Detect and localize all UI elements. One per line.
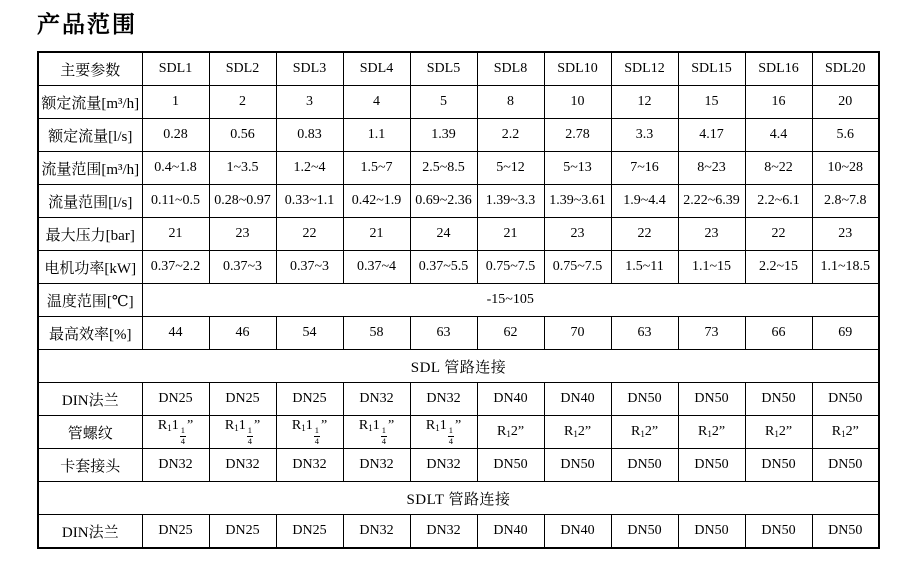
section-header: SDLT 管路连接 <box>38 482 879 515</box>
value-cell: DN50 <box>745 515 812 549</box>
table-row <box>38 218 879 251</box>
row-label: 温度范围[℃] <box>38 284 142 317</box>
value-cell: DN50 <box>812 449 879 482</box>
value-cell: 2.78 <box>544 119 611 152</box>
table-row <box>38 251 879 284</box>
row-label: DIN法兰 <box>38 383 142 416</box>
value-cell: $R_11$ $\frac{1}{4}$ ” <box>276 416 343 449</box>
value-cell: 3 <box>276 86 343 119</box>
value-cell: 10~28 <box>812 152 879 185</box>
model-column-header: SDL10 <box>544 52 611 86</box>
model-column-header: SDL4 <box>343 52 410 86</box>
value-cell: 24 <box>410 218 477 251</box>
value-cell: $R_12$” <box>812 416 879 449</box>
value-cell: DN50 <box>745 383 812 416</box>
model-column-header: SDL3 <box>276 52 343 86</box>
row-label: 最高效率[%] <box>38 317 142 350</box>
value-cell: 7~16 <box>611 152 678 185</box>
value-cell: 15 <box>678 86 745 119</box>
value-cell: DN40 <box>544 383 611 416</box>
value-cell: DN50 <box>678 383 745 416</box>
value-cell: 2.2~6.1 <box>745 185 812 218</box>
row-label: 电机功率[kW] <box>38 251 142 284</box>
value-cell: DN32 <box>410 449 477 482</box>
value-cell: 23 <box>209 218 276 251</box>
value-cell: 4.17 <box>678 119 745 152</box>
value-cell: DN50 <box>544 449 611 482</box>
value-cell: 69 <box>812 317 879 350</box>
table-row <box>38 86 879 119</box>
value-cell: $R_11$ $\frac{1}{4}$ ” <box>410 416 477 449</box>
model-column-header: SDL20 <box>812 52 879 86</box>
row-label: 额定流量[l/s] <box>38 119 142 152</box>
value-cell: DN25 <box>276 383 343 416</box>
param-column-header: 主要参数 <box>38 52 142 86</box>
value-cell: DN32 <box>410 383 477 416</box>
value-cell: 70 <box>544 317 611 350</box>
table-row <box>38 284 879 317</box>
model-column-header: SDL8 <box>477 52 544 86</box>
model-column-header: SDL1 <box>142 52 209 86</box>
value-cell: 23 <box>812 218 879 251</box>
value-cell: 8 <box>477 86 544 119</box>
value-cell: 46 <box>209 317 276 350</box>
row-label: 卡套接头 <box>38 449 142 482</box>
value-cell: DN50 <box>678 449 745 482</box>
value-cell: 1.2~4 <box>276 152 343 185</box>
value-cell: 1.1~15 <box>678 251 745 284</box>
value-cell: 22 <box>745 218 812 251</box>
value-cell: 0.37~3 <box>276 251 343 284</box>
value-cell: 8~23 <box>678 152 745 185</box>
table-header-row <box>38 52 879 86</box>
value-cell: 1~3.5 <box>209 152 276 185</box>
value-cell: 5~12 <box>477 152 544 185</box>
value-cell: 0.37~3 <box>209 251 276 284</box>
table-row <box>38 350 879 383</box>
value-cell: 0.4~1.8 <box>142 152 209 185</box>
value-cell: 0.37~5.5 <box>410 251 477 284</box>
row-label: DIN法兰 <box>38 515 142 549</box>
model-column-header: SDL5 <box>410 52 477 86</box>
value-cell: 0.37~4 <box>343 251 410 284</box>
value-cell: 4.4 <box>745 119 812 152</box>
value-cell: 8~22 <box>745 152 812 185</box>
value-cell: 1.1 <box>343 119 410 152</box>
value-cell: 66 <box>745 317 812 350</box>
value-cell: DN32 <box>343 449 410 482</box>
value-cell: DN50 <box>477 449 544 482</box>
value-cell: 2 <box>209 86 276 119</box>
model-column-header: SDL2 <box>209 52 276 86</box>
value-cell: 23 <box>678 218 745 251</box>
value-cell: 16 <box>745 86 812 119</box>
merged-value-cell: -15~105 <box>142 284 879 317</box>
value-cell: DN25 <box>276 515 343 549</box>
value-cell: 0.11~0.5 <box>142 185 209 218</box>
page-title: 产品范围 <box>37 11 137 37</box>
value-cell: 5.6 <box>812 119 879 152</box>
value-cell: 0.42~1.9 <box>343 185 410 218</box>
value-cell: 2.5~8.5 <box>410 152 477 185</box>
value-cell: 12 <box>611 86 678 119</box>
value-cell: DN25 <box>209 515 276 549</box>
value-cell: 23 <box>544 218 611 251</box>
value-cell: $R_11$ $\frac{1}{4}$ ” <box>343 416 410 449</box>
value-cell: 44 <box>142 317 209 350</box>
value-cell: DN40 <box>544 515 611 549</box>
row-label: 额定流量[m³/h] <box>38 86 142 119</box>
table-row <box>38 515 879 549</box>
value-cell: DN25 <box>142 383 209 416</box>
value-cell: $R_12$” <box>611 416 678 449</box>
table-row <box>38 383 879 416</box>
value-cell: 0.28~0.97 <box>209 185 276 218</box>
value-cell: 0.75~7.5 <box>544 251 611 284</box>
value-cell: 2.2 <box>477 119 544 152</box>
value-cell: 1.1~18.5 <box>812 251 879 284</box>
value-cell: 62 <box>477 317 544 350</box>
value-cell: 2.22~6.39 <box>678 185 745 218</box>
value-cell: DN32 <box>343 383 410 416</box>
value-cell: DN50 <box>678 515 745 549</box>
value-cell: 0.37~2.2 <box>142 251 209 284</box>
value-cell: 21 <box>343 218 410 251</box>
value-cell: 73 <box>678 317 745 350</box>
value-cell: 4 <box>343 86 410 119</box>
value-cell: DN32 <box>276 449 343 482</box>
value-cell: 5~13 <box>544 152 611 185</box>
value-cell: $R_12$” <box>678 416 745 449</box>
value-cell: DN50 <box>611 383 678 416</box>
value-cell: 1.5~11 <box>611 251 678 284</box>
value-cell: 22 <box>276 218 343 251</box>
value-cell: DN50 <box>745 449 812 482</box>
table-row <box>38 317 879 350</box>
value-cell: 5 <box>410 86 477 119</box>
value-cell: 2.8~7.8 <box>812 185 879 218</box>
value-cell: 0.56 <box>209 119 276 152</box>
value-cell: DN40 <box>477 383 544 416</box>
value-cell: 0.75~7.5 <box>477 251 544 284</box>
value-cell: 3.3 <box>611 119 678 152</box>
value-cell: DN32 <box>142 449 209 482</box>
value-cell: 20 <box>812 86 879 119</box>
value-cell: 22 <box>611 218 678 251</box>
row-label: 管螺纹 <box>38 416 142 449</box>
value-cell: 21 <box>477 218 544 251</box>
value-cell: $R_12$” <box>477 416 544 449</box>
value-cell: DN32 <box>343 515 410 549</box>
value-cell: $R_12$” <box>544 416 611 449</box>
value-cell: DN40 <box>477 515 544 549</box>
value-cell: 1.39~3.61 <box>544 185 611 218</box>
value-cell: 58 <box>343 317 410 350</box>
value-cell: 10 <box>544 86 611 119</box>
value-cell: $R_11$ $\frac{1}{4}$ ” <box>209 416 276 449</box>
table-row <box>38 185 879 218</box>
value-cell: DN32 <box>410 515 477 549</box>
value-cell: DN50 <box>812 383 879 416</box>
row-label: 流量范围[m³/h] <box>38 152 142 185</box>
value-cell: 2.2~15 <box>745 251 812 284</box>
value-cell: 1.5~7 <box>343 152 410 185</box>
value-cell: DN50 <box>812 515 879 549</box>
value-cell: 1.39~3.3 <box>477 185 544 218</box>
section-header: SDL 管路连接 <box>38 350 879 383</box>
row-label: 最大压力[bar] <box>38 218 142 251</box>
value-cell: $R_12$” <box>745 416 812 449</box>
model-column-header: SDL15 <box>678 52 745 86</box>
table-row <box>38 152 879 185</box>
value-cell: DN50 <box>611 515 678 549</box>
value-cell: 1.39 <box>410 119 477 152</box>
value-cell: 21 <box>142 218 209 251</box>
table-row <box>38 482 879 515</box>
table-row <box>38 119 879 152</box>
value-cell: 54 <box>276 317 343 350</box>
product-range-table <box>37 51 880 549</box>
model-column-header: SDL16 <box>745 52 812 86</box>
value-cell: 0.28 <box>142 119 209 152</box>
value-cell: DN50 <box>611 449 678 482</box>
value-cell: $R_11$ $\frac{1}{4}$ ” <box>142 416 209 449</box>
value-cell: 1.9~4.4 <box>611 185 678 218</box>
value-cell: DN25 <box>142 515 209 549</box>
value-cell: 63 <box>611 317 678 350</box>
value-cell: 0.33~1.1 <box>276 185 343 218</box>
value-cell: 1 <box>142 86 209 119</box>
value-cell: DN25 <box>209 383 276 416</box>
value-cell: 0.69~2.36 <box>410 185 477 218</box>
row-label: 流量范围[l/s] <box>38 185 142 218</box>
value-cell: 0.83 <box>276 119 343 152</box>
model-column-header: SDL12 <box>611 52 678 86</box>
table-row <box>38 449 879 482</box>
value-cell: 63 <box>410 317 477 350</box>
value-cell: DN32 <box>209 449 276 482</box>
table-row <box>38 416 879 449</box>
